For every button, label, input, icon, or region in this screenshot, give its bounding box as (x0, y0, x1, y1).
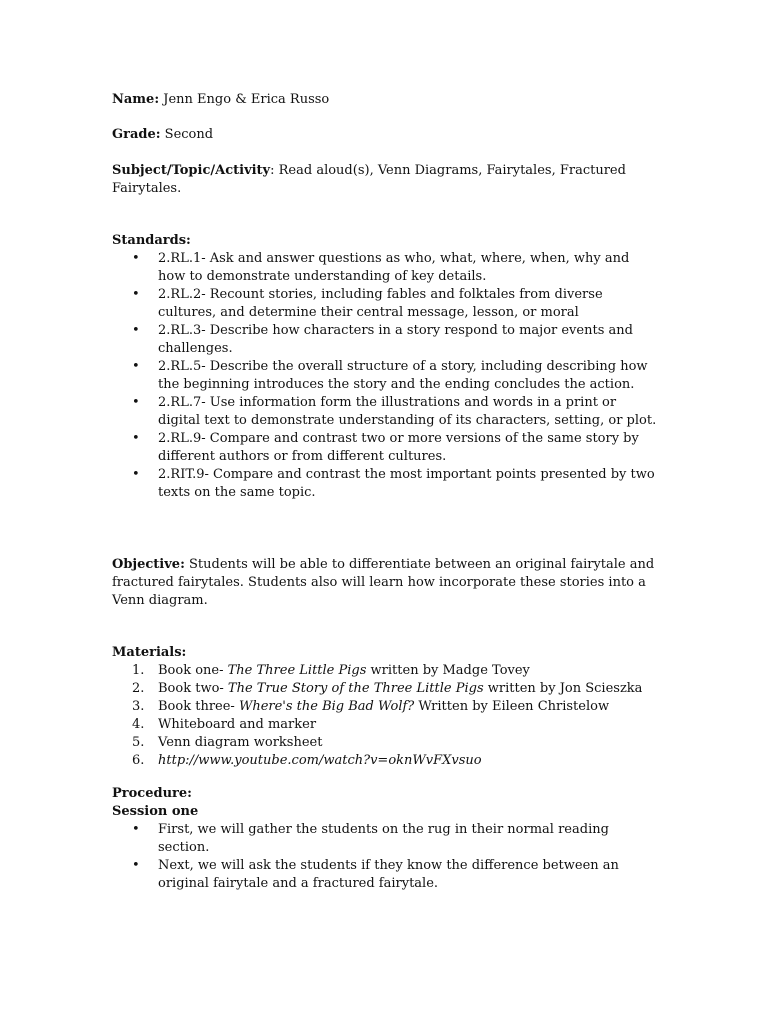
bullet-icon: • (132, 822, 140, 837)
standards-heading: Standards: (112, 233, 191, 248)
list-item[interactable]: 6. http://www.youtube.com/watch?v=oknWvFXvsuo (132, 753, 482, 768)
bullet-icon: • (132, 251, 140, 266)
list-item: • 2.RL.5- Describe the overall structure of a story, including describing how the beginning introduces the story and the ending concludes the action. (132, 359, 648, 392)
procedure-heading: Procedure: (112, 786, 192, 801)
bullet-icon: • (132, 395, 140, 410)
list-item: • 2.RIT.9- Compare and contrast the most important points presented by two texts on the same topic. (132, 467, 655, 500)
list-item: • 2.RL.3- Describe how characters in a story respond to major events and challenges. (132, 323, 633, 356)
list-item: • 2.RL.2- Recount stories, including fables and folktales from diverse cultures, and determine their central message, lesson, or moral (132, 287, 603, 320)
name-value: Jenn Engo & Erica Russo (159, 92, 330, 107)
grade-line (112, 126, 660, 144)
bullet-icon: • (132, 359, 140, 374)
bullet-icon: • (132, 287, 140, 302)
name-label: Name: (112, 92, 160, 107)
materials-list (112, 662, 660, 770)
session-heading: Session one (112, 804, 199, 819)
list-item: • Next, we will ask the students if they know the difference between an original fairytale and a fractured fairytale. (132, 858, 619, 891)
bullet-icon: • (132, 323, 140, 338)
objective-value: Students will be able to differentiate between an original fairytale and fractured fairytales. Students also will learn how incorporate these stories into a Venn diagram. (112, 557, 655, 608)
subject-line (112, 162, 660, 198)
grade-value: Second (160, 127, 214, 142)
objective-paragraph (112, 556, 660, 610)
materials-heading: Materials: (112, 645, 187, 660)
list-item: • 2.RL.1- Ask and answer questions as who, what, where, when, why and how to demonstrate understanding of key details. (132, 251, 630, 284)
video-link[interactable]: http://www.youtube.com/watch?v=oknWvFXvsuo (158, 753, 482, 768)
list-item: • 2.RL.7- Use information form the illustrations and words in a print or digital text to demonstrate understanding of its characters, setting, or plot. (132, 395, 657, 428)
subject-label: Subject/Topic/Activity (112, 163, 271, 178)
grade-label: Grade: (112, 127, 161, 142)
bullet-icon: • (132, 431, 140, 446)
procedure-list (112, 821, 660, 893)
list-item: 3. Book three- Where's the Big Bad Wolf? Written by Eileen Christelow (132, 699, 610, 714)
standards-list (112, 250, 660, 502)
bullet-icon: • (132, 858, 140, 873)
list-item: 1. Book one- The Three Little Pigs written by Madge Tovey (132, 663, 530, 678)
list-item: • 2.RL.9- Compare and contrast two or more versions of the same story by different authors or from different cultures. (132, 431, 639, 464)
list-item: 2. Book two- The True Story of the Three Little Pigs written by Jon Scieszka (132, 681, 643, 696)
bullet-icon: • (132, 467, 140, 482)
name-line (112, 91, 660, 109)
list-item: • First, we will gather the students on the rug in their normal reading section. (132, 822, 609, 855)
list-item: 4. Whiteboard and marker (132, 717, 317, 732)
list-item: 5. Venn diagram worksheet (132, 735, 323, 750)
subject-value: : Read aloud(s), Venn Diagrams, Fairytales, Fractured Fairytales. (112, 163, 626, 196)
objective-label: Objective: (112, 557, 185, 572)
